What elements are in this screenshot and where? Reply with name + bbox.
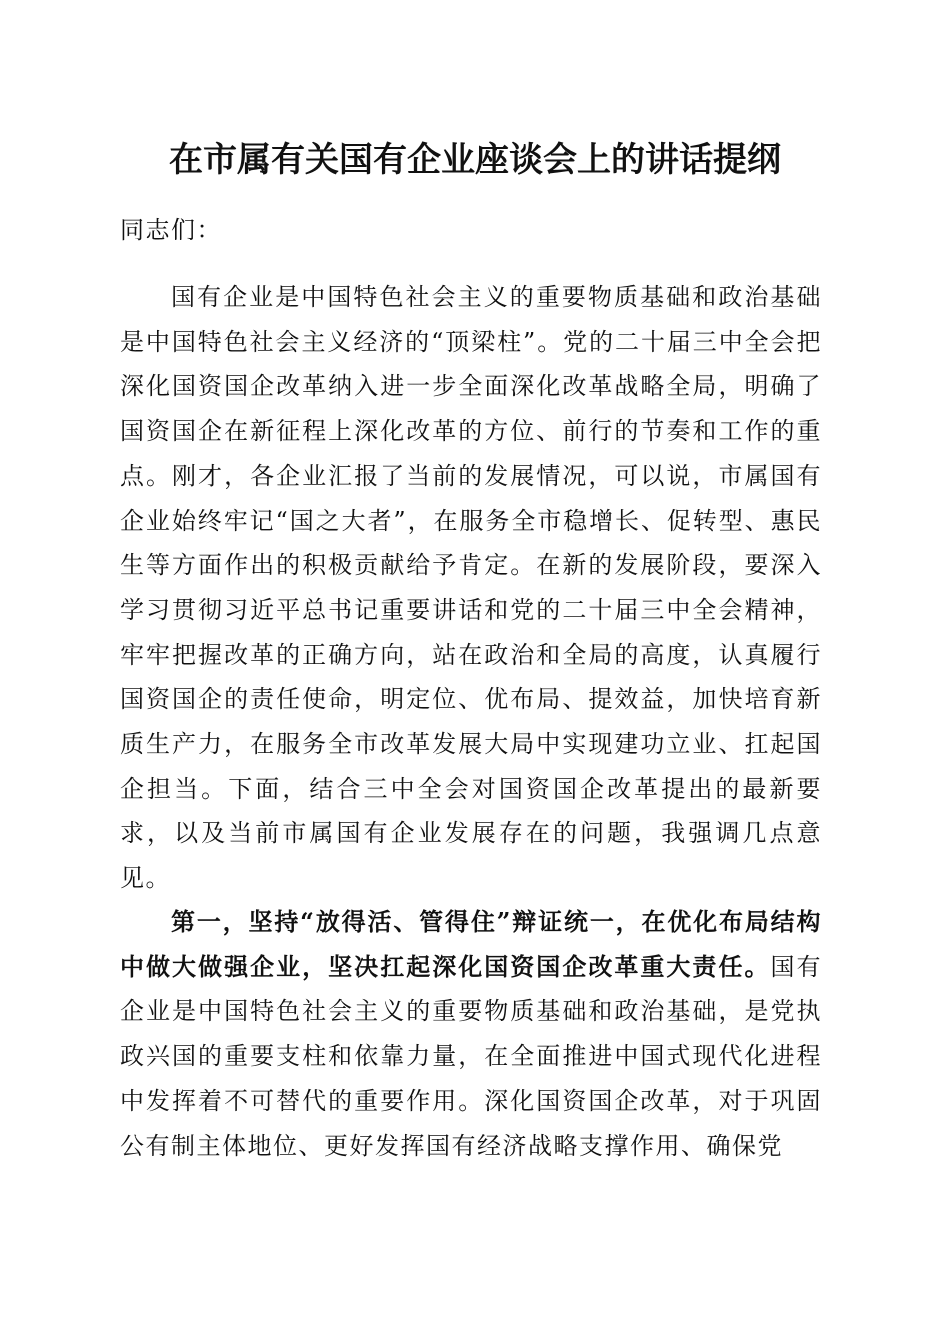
salutation: 同志们： [120, 216, 222, 244]
first-point-body: 国有企业是中国特色社会主义的重要物质基础和政治基础，是党执政兴国的重要支柱和依靠力量，在全面推进中国式现代化进程中发挥着不可替代的重要作用。深化国资国企改革，对于巩固公有制主体地位、更好发挥国有经济战略支撑作用、确保党 [120, 952, 823, 1160]
first-point-heading: 第一，坚持“放得活、管得住”辩证统一，在优化布局结构中做大做强企业，坚决扛起深化国资国企改革重大责任。 [120, 907, 822, 981]
paragraph-intro: 国有企业是中国特色社会主义的重要物质基础和政治基础是中国特色社会主义经济的“顶梁柱”。党的二十届三中全会把深化国资国企改革纳入进一步全面深化改革战略全局，明确了国资国企在新征程上深化改革的方位、前行的节奏和工作的重点。刚才，各企业汇报了当前的发展情况，可以说，市属国有企业始终牢记“国之大者”，在服务全市稳增长、促转型、惠民生等方面作出的积极贡献给予肯定。在新的发展阶段，要深入学习贯彻习近平总书记重要讲话和党的二十届三中全会精神，牢牢把握改革的正确方向，站在政治和全局的高度，认真履行国资国企的责任使命，明定位、优布局、提效益，加快培育新质生产力，在服务全市改革发展大局中实现建功立业、扛起国企担当。下面，结合三中全会对国资国企改革提出的最新要求，以及当前市属国有企业发展存在的问题，我强调几点意见。 [120, 283, 822, 893]
document-title: 在市属有关国有企业座谈会上的讲话提纲 [169, 140, 781, 180]
paragraph-first-point [120, 900, 822, 1168]
